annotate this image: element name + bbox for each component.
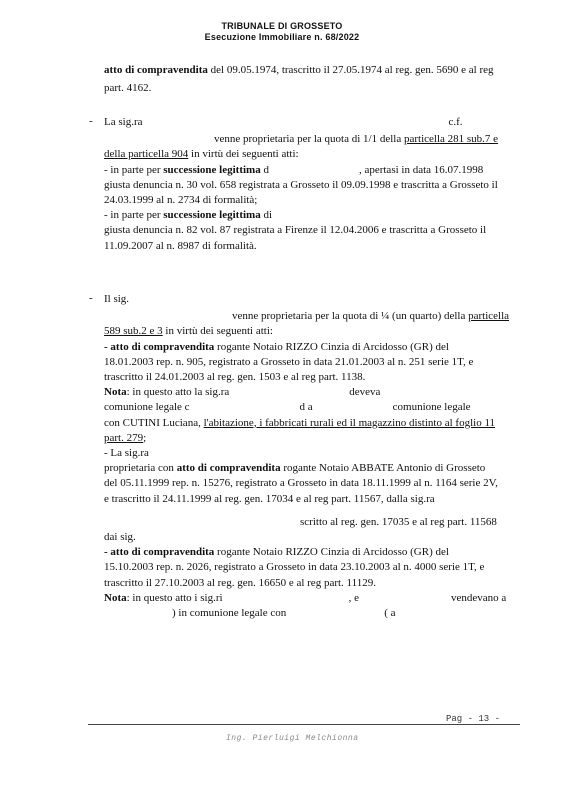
- text-line: comunione legale c: [104, 401, 190, 414]
- text-line: scritto al reg. gen. 17035 e al reg part. 11568: [300, 515, 497, 528]
- text-line: Il sig.: [104, 293, 130, 305]
- text-line: 18.01.2003 rep. n. 905, registrato a Grosseto in data 21.01.2003 al n. 251 serie 1T, e: [104, 355, 474, 368]
- text-line: trascritto il 27.10.2003 al reg. gen. 16650 e al reg part. 11129.: [104, 576, 376, 589]
- bold-term: atto di compravendita: [176, 462, 281, 475]
- text-line: 15.10.2003 rep. n. 2026, registrato a Grosseto in data 23.10.2003 al n. 4000 serie 1T, e: [104, 561, 485, 574]
- text-line: : in questo atto la sig.ra: [126, 386, 230, 399]
- text-line: d a: [299, 401, 313, 414]
- text-line: trascritto il 24.01.2003 al reg. gen. 1503 e al reg part. 1138.: [104, 371, 366, 384]
- text-line: ;: [143, 431, 147, 444]
- text-line: deveva: [349, 386, 381, 399]
- bold-term: Nota: [104, 591, 127, 604]
- paragraph-3: [104, 292, 516, 621]
- underlined-reference: l'abitazione, i fabbricati rurali ed il magazzino distinto al foglio 11: [203, 416, 496, 429]
- bullet-dash: -: [89, 292, 93, 304]
- deed-type: atto di compravendita: [104, 64, 208, 76]
- text-line: c.f.: [448, 116, 463, 128]
- text-line: e trascritto il 24.11.1999 al reg. gen. 17034 e al reg part. 11567, dalla sig.ra: [104, 492, 435, 505]
- text-line: vendevano a: [450, 591, 507, 604]
- author-signature: Ing. Pierluigi Melchionna: [226, 734, 359, 743]
- text-line: La sig.ra: [104, 116, 143, 128]
- text-line: di: [260, 209, 273, 222]
- text-line: ) in comunione legale con: [172, 607, 287, 620]
- bold-term: - atto di compravendita: [104, 340, 215, 353]
- text-line: - in parte per: [104, 209, 164, 222]
- procedure-number: Esecuzione Immobiliare n. 68/2022: [204, 32, 360, 42]
- paragraph-1: [104, 63, 516, 96]
- text-line: con CUTINI Luciana,: [104, 416, 204, 429]
- text-line: del 09.05.1974, trascritto il 27.05.1974 al reg. gen. 5690 e al reg: [207, 64, 494, 76]
- text-line: 24.03.1999 al n. 2734 di formalità;: [104, 194, 258, 207]
- underlined-reference: particella 281 sub.7 e: [403, 133, 499, 146]
- underlined-reference: 589 sub.2 e 3: [104, 325, 163, 338]
- underlined-reference: part. 279: [104, 431, 144, 444]
- text-line: giusta denuncia n. 82 vol. 87 registrata a Firenze il 12.04.2006 e trascritta a Grosseto il: [104, 224, 487, 237]
- bold-term: Nota: [104, 386, 127, 399]
- bold-term: - atto di compravendita: [104, 546, 215, 559]
- text-line: proprietaria con: [104, 462, 177, 475]
- court-title: TRIBUNALE DI GROSSETO: [221, 21, 343, 31]
- text-line: d: [260, 163, 269, 176]
- text-line: : in questo atto i sig.ri: [126, 591, 223, 604]
- text-line: in virtù dei seguenti atti:: [188, 148, 299, 161]
- underlined-reference: della particella 904: [104, 148, 189, 161]
- text-line: ( a: [384, 607, 396, 620]
- paragraph-2: [104, 115, 516, 254]
- text-line: rogante Notaio ABBATE Antonio di Grosseto: [280, 462, 486, 475]
- text-line: venne proprietaria per la quota di 1/1 della: [214, 133, 404, 146]
- bullet-dash: -: [89, 115, 93, 127]
- text-line: venne proprietaria per la quota di ¼ (un quarto) della: [232, 310, 469, 323]
- text-line: dai sig.: [104, 531, 136, 544]
- text-line: 11.09.2007 al n. 8987 di formalità.: [104, 239, 257, 252]
- bold-term: successione legittima: [163, 209, 261, 222]
- text-line: rogante Notaio RIZZO Cinzia di Arcidosso (GR) del: [214, 546, 449, 559]
- text-line: - La sig.ra: [104, 447, 149, 460]
- underlined-reference: particella: [468, 310, 510, 323]
- text-line: part. 4162.: [104, 82, 152, 95]
- bold-term: successione legittima: [163, 163, 261, 176]
- page-number: Pag - 13 -: [446, 714, 501, 724]
- text-line: comunione legale: [392, 401, 471, 414]
- text-line: - in parte per: [104, 163, 164, 176]
- text-line: del 05.11.1999 rep. n. 15276, registrato a Grosseto in data 18.11.1999 al n. 1164 serie 2V,: [104, 477, 498, 490]
- text-line: rogante Notaio RIZZO Cinzia di Arcidosso (GR) del: [214, 340, 449, 353]
- text-line: giusta denuncia n. 30 vol. 658 registrata a Grosseto il 09.09.1998 e trascritta a Grosseto il: [104, 178, 498, 191]
- footer-divider: [88, 724, 520, 725]
- text-line: in virtù dei seguenti atti:: [162, 325, 273, 338]
- text-line: , apertasi in data 16.07.1998: [358, 163, 484, 176]
- text-line: , e: [348, 591, 359, 604]
